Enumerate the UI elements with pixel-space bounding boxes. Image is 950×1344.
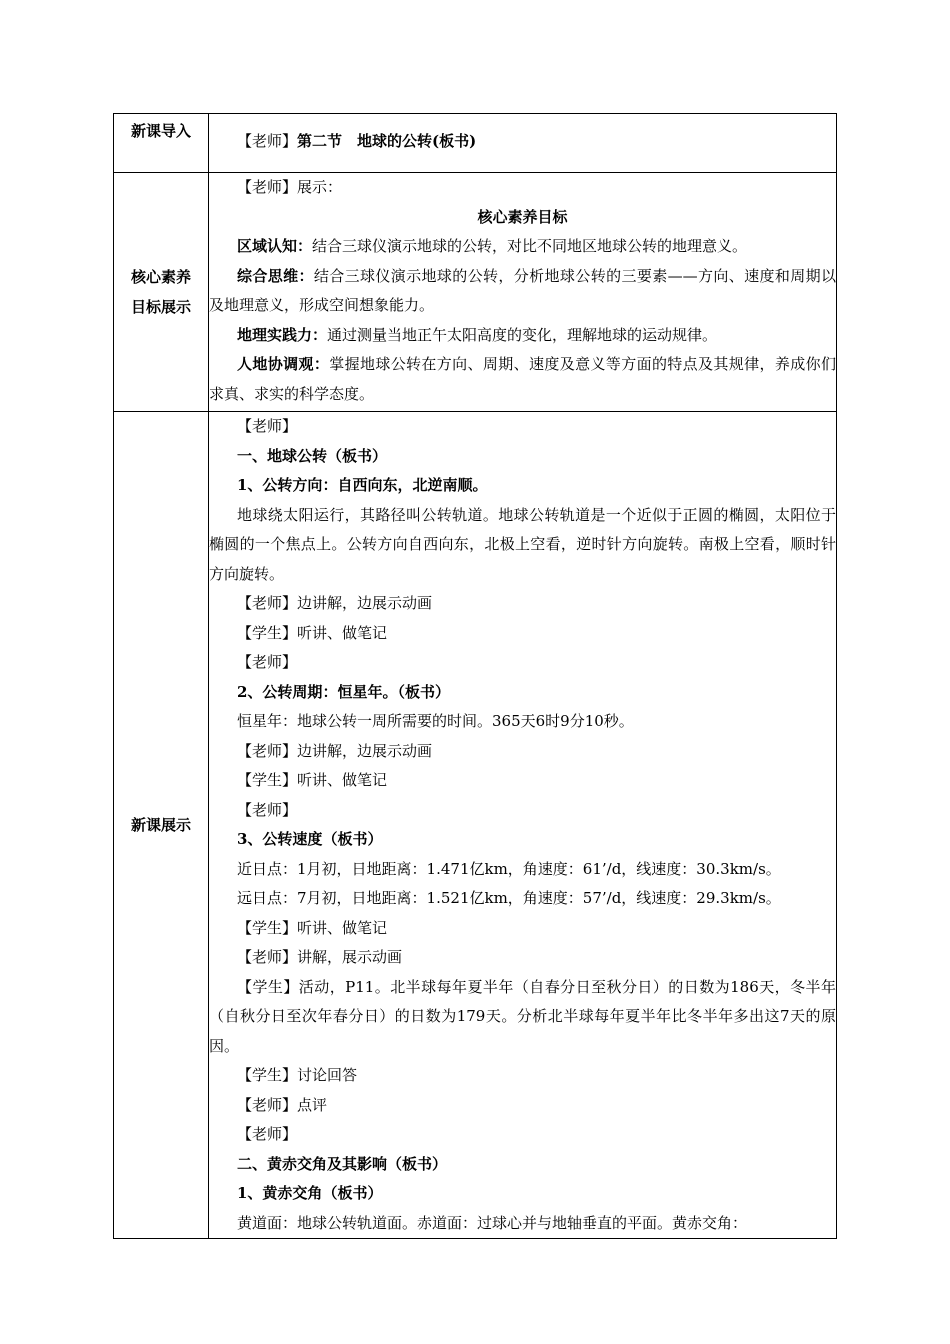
row-lesson-intro	[114, 114, 837, 173]
text-line: 【老师】讲解，展示动画	[237, 948, 403, 966]
text-line: 【学生】听讲、做笔记	[237, 918, 388, 937]
body-paragraph: 地球绕太阳运行，其路径叫公转轨道。地球公转轨道是一个近似于正圆的椭圆，太阳位于椭圆的一个焦点上。公转方向自西向东，北极上空看，逆时针方向旋转。南极上空看，顺时针方向旋转。	[209, 505, 836, 583]
row-label-line: 核心素养	[130, 268, 191, 286]
goal-term: 人地协调观：	[237, 355, 330, 373]
goal-text: 掌握地球公转在方向、周期、速度及意义等方面的特点及其规律，养成你们求真、求实的科学态度。	[209, 355, 836, 403]
activity-paragraph: 【学生】活动，P11。北半球每年夏半年（自春分日至秋分日）的日数为186天，冬半年（自秋分日至次年春分日）的日数为179天。分析北半球每年夏半年比冬半年多出这7天的原因。	[209, 977, 836, 1055]
row-content-cell	[209, 412, 837, 1239]
subsection-heading: 1、黄赤交角（板书）	[237, 1184, 383, 1202]
row-content-cell	[209, 114, 837, 173]
row-label-cell	[114, 173, 209, 412]
row-label-cell	[114, 114, 209, 173]
section-heading: 二、黄赤交角及其影响（板书）	[237, 1154, 448, 1173]
section-heading: 一、地球公转（板书）	[237, 446, 388, 465]
text-line: 【老师】边讲解，边展示动画	[237, 594, 433, 612]
goal-text: 结合三球仪演示地球的公转，分析地球公转的三要素——方向、速度和周期以及地理意义，形成空间想象能力。	[209, 266, 836, 314]
text-line: 【老师】边讲解，边展示动画	[237, 741, 433, 760]
goal-term: 综合思维：	[237, 266, 314, 285]
text-line: 【学生】听讲、做笔记	[237, 771, 388, 789]
row-label: 新课导入	[130, 122, 191, 140]
goal-text: 通过测量当地正午太阳高度的变化，理解地球的运动规律。	[327, 325, 718, 344]
goal-text: 结合三球仪演示地球的公转，对比不同地区地球公转的地理意义。	[312, 237, 748, 255]
row-label-cell	[114, 412, 209, 1239]
row-label: 新课展示	[130, 816, 191, 834]
lesson-plan-table	[113, 113, 837, 1239]
row-label-line: 目标展示	[130, 298, 191, 316]
text-line: 恒星年：地球公转一周所需要的时间。365天6时9分10秒。	[237, 712, 634, 730]
goal-term: 地理实践力：	[237, 325, 328, 344]
text-line: 【老师】点评	[237, 1095, 328, 1114]
text-line: 【老师】	[237, 1125, 298, 1143]
goal-term: 区域认知：	[237, 237, 313, 255]
section-title: 第二节 地球的公转(板书)	[297, 132, 477, 150]
section-title-line	[209, 114, 836, 156]
text-line: 【老师】	[237, 417, 298, 435]
subsection-heading: 1、公转方向：自西向东，北逆南顺。	[237, 476, 488, 494]
row-new-lesson	[114, 412, 837, 1239]
row-core-goals	[114, 173, 837, 412]
goal-item	[209, 350, 836, 409]
subsection-heading: 3、公转速度（板书）	[237, 830, 383, 848]
row-content-cell	[209, 173, 837, 412]
text-line: 【学生】讨论回答	[237, 1066, 358, 1084]
goal-item	[209, 321, 836, 351]
text-line: 黄道面：地球公转轨道面。赤道面：过球心并与地轴垂直的平面。黄赤交角：	[237, 1213, 748, 1232]
text-line: 【老师】	[237, 653, 298, 671]
text-line: 近日点：1月初，日地距离：1.471亿km，角速度：61’/d，线速度：30.3km/s。	[237, 859, 781, 878]
goals-heading: 核心素养目标	[477, 207, 568, 226]
text-line: 远日点：7月初，日地距离：1.521亿km，角速度：57’/d，线速度：29.3km/s。	[237, 889, 781, 907]
text-line: 【老师】展示：	[237, 178, 343, 196]
subsection-heading: 2、公转周期：恒星年。（板书）	[237, 682, 450, 701]
speaker-tag: 【老师】	[237, 132, 298, 150]
text-line: 【学生】听讲、做笔记	[237, 623, 388, 642]
goal-item	[209, 232, 836, 262]
text-line: 【老师】	[237, 800, 298, 819]
goal-item	[209, 262, 836, 321]
